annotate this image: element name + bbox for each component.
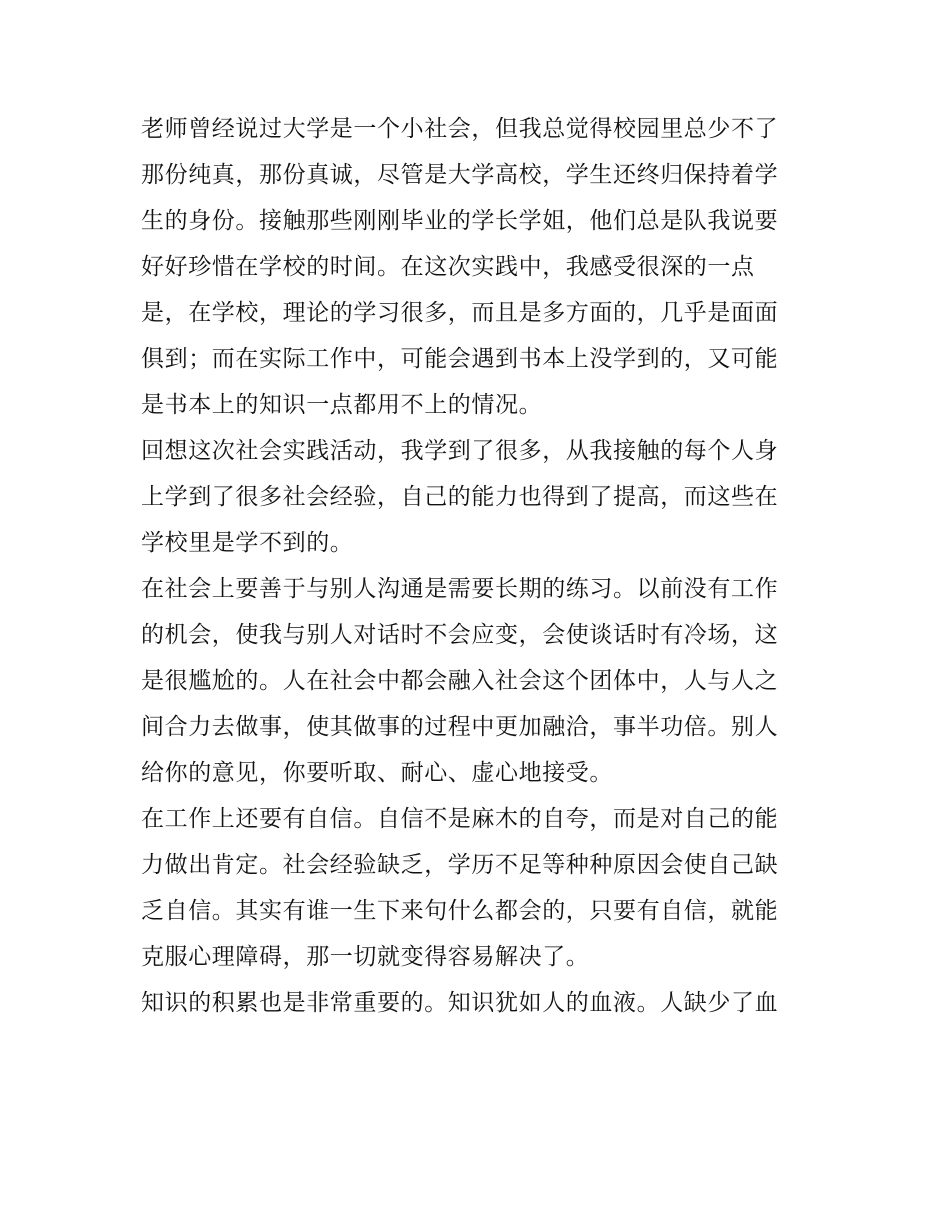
text-line: 是很尴尬的。人在社会中都会融入社会这个团体中，人与人之 bbox=[141, 668, 779, 694]
text-line: 俱到；而在实际工作中，可能会遇到书本上没学到的，又可能 bbox=[141, 346, 779, 372]
text-line: 是，在学校，理论的学习很多，而且是多方面的，几乎是面面 bbox=[141, 300, 779, 326]
text-line: 给你的意见，你要听取、耐心、虚心地接受。 bbox=[141, 760, 613, 786]
text-line: 在工作上还要有自信。自信不是麻木的自夸，而是对自己的能 bbox=[141, 806, 779, 832]
text-line: 知识的积累也是非常重要的。知识犹如人的血液。人缺少了血 bbox=[141, 990, 779, 1016]
text-line: 力做出肯定。社会经验缺乏，学历不足等种种原因会使自己缺 bbox=[141, 852, 779, 878]
body-text bbox=[141, 106, 821, 1026]
text-line: 的机会，使我与别人对话时不会应变，会使谈话时有冷场，这 bbox=[141, 622, 779, 648]
text-line: 好好珍惜在学校的时间。在这次实践中，我感受很深的一点 bbox=[141, 254, 755, 280]
text-line: 上学到了很多社会经验，自己的能力也得到了提高，而这些在 bbox=[141, 484, 779, 510]
text-line: 间合力去做事，使其做事的过程中更加融洽，事半功倍。别人 bbox=[141, 714, 779, 740]
text-line: 是书本上的知识一点都用不上的情况。 bbox=[141, 392, 543, 418]
text-line: 在社会上要善于与别人沟通是需要长期的练习。以前没有工作 bbox=[141, 576, 779, 602]
text-line: 乏自信。其实有谁一生下来句什么都会的，只要有自信，就能 bbox=[141, 898, 779, 924]
text-line: 老师曾经说过大学是一个小社会，但我总觉得校园里总少不了 bbox=[141, 116, 779, 142]
text-line: 回想这次社会实践活动，我学到了很多，从我接触的每个人身 bbox=[141, 438, 779, 464]
text-line: 生的身份。接触那些刚刚毕业的学长学姐，他们总是队我说要 bbox=[141, 208, 779, 234]
text-line: 那份纯真，那份真诚，尽管是大学高校，学生还终归保持着学 bbox=[141, 162, 779, 188]
text-line: 克服心理障碍，那一切就变得容易解决了。 bbox=[141, 944, 590, 970]
text-line: 学校里是学不到的。 bbox=[141, 530, 354, 556]
